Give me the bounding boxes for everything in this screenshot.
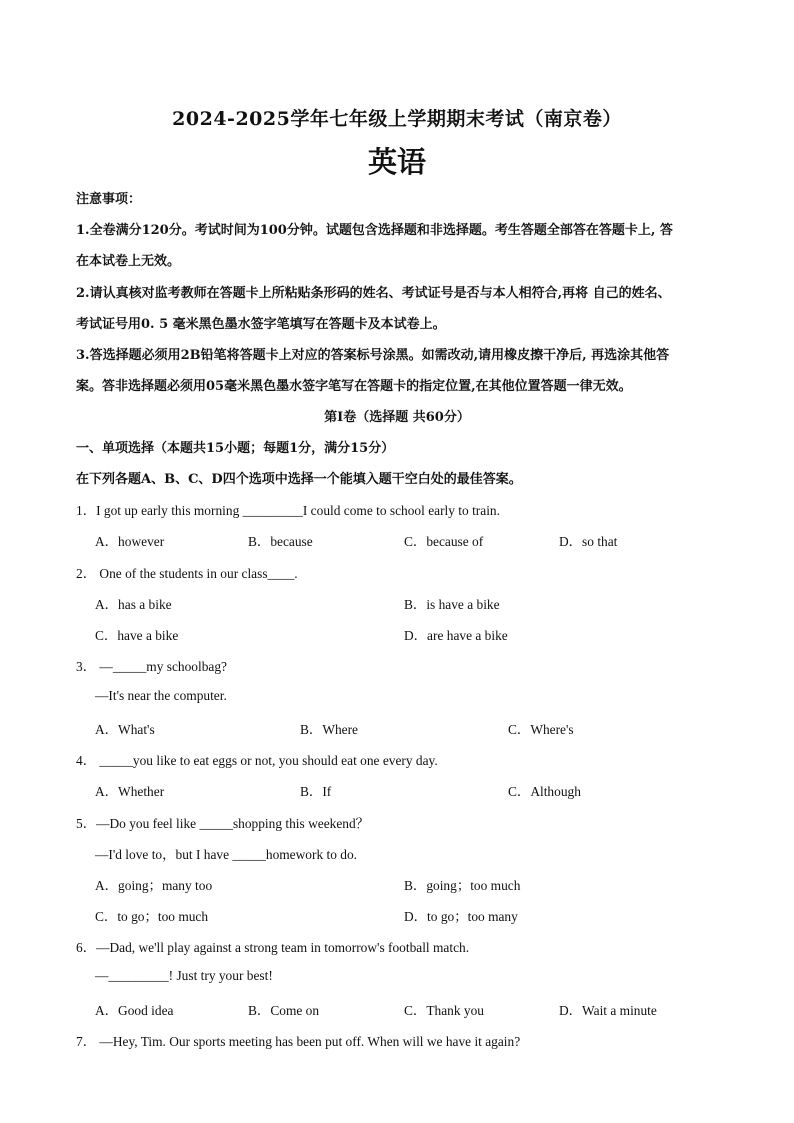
notice-line: 考试证号用0. 5 毫米黑色墨水签字笔填写在答题卡及本试卷上。	[76, 317, 446, 332]
option-b: B．is have a bike	[404, 597, 500, 612]
notice-line: 在本试卷上无效。	[76, 254, 181, 269]
option-c: C．have a bike	[95, 628, 179, 643]
option-a: A．Good idea	[95, 1003, 174, 1018]
option-a: A．What's	[95, 722, 155, 737]
option-c: C．Where's	[508, 722, 574, 737]
option-b: B．Where	[300, 722, 359, 737]
option-d: D．so that	[559, 534, 618, 549]
question-stem: 6．—Dad, we'll play against a strong team in tomorrow's football match.	[76, 940, 470, 955]
option-a: A．however	[95, 534, 165, 549]
question-stem-reply: —It's near the computer.	[95, 688, 227, 703]
option-a: A．going；many too	[95, 878, 213, 893]
part-title: 第I卷（选择题 共60分）	[324, 410, 470, 425]
option-d: D．Wait a minute	[559, 1003, 657, 1018]
option-a: A．Whether	[95, 784, 165, 799]
question-stem-reply: —_________! Just try your best!	[95, 968, 273, 983]
question-stem: 3． —_____my schoolbag?	[76, 659, 227, 674]
notice-heading: 注意事项：	[76, 192, 142, 207]
question-stem: 5．—Do you feel like _____shopping this weekend？	[76, 816, 370, 831]
option-b: B．If	[300, 784, 332, 799]
option-d: D．to go；too many	[404, 909, 518, 924]
option-c: C．Although	[508, 784, 581, 799]
notice-line: 1.全卷满分120分。考试时间为100分钟。试题包含选择题和非选择题。考生答题全部答在答题卡上, 答	[76, 223, 673, 238]
exam-title: 2024-2025学年七年级上学期期末考试（南京卷）	[172, 108, 622, 130]
question-stem-reply: —I'd love to，but I have _____homework to do.	[95, 847, 357, 862]
question-stem: 4． _____you like to eat eggs or not, you should eat one every day.	[76, 753, 438, 768]
option-d: D．are have a bike	[404, 628, 508, 643]
option-c: C．Thank you	[404, 1003, 484, 1018]
notice-line: 2.请认真核对监考教师在答题卡上所粘贴条形码的姓名、考试证号是否与本人相符合,再将 自己的姓名、	[76, 286, 671, 301]
question-stem: 7． —Hey, Tim. Our sports meeting has been put off. When will we have it again?	[76, 1034, 521, 1049]
notice-line: 案。答非选择题必须用05毫米黑色墨水签字笔写在答题卡的指定位置,在其他位置答题一律无效。	[76, 379, 632, 394]
option-b: B．Come on	[248, 1003, 320, 1018]
section-instruction: 在下列各题A、B、C、D四个选项中选择一个能填入题干空白处的最佳答案。	[76, 472, 522, 487]
notice-line: 3.答选择题必须用2B铅笔将答题卡上对应的答案标号涂黑。如需改动,请用橡皮擦干净后, 再选涂其他答	[76, 348, 670, 363]
option-b: B．because	[248, 534, 313, 549]
question-stem: 1．I got up early this morning _________I could come to school early to train.	[76, 503, 500, 518]
subject-title: 英语	[367, 145, 426, 179]
option-c: C．because of	[404, 534, 484, 549]
question-stem: 2． One of the students in our class____.	[76, 566, 298, 581]
section-heading: 一、单项选择（本题共15小题；每题1分，满分15分）	[76, 441, 395, 456]
option-b: B．going；too much	[404, 878, 521, 893]
option-a: A．has a bike	[95, 597, 172, 612]
option-c: C．to go；too much	[95, 909, 209, 924]
